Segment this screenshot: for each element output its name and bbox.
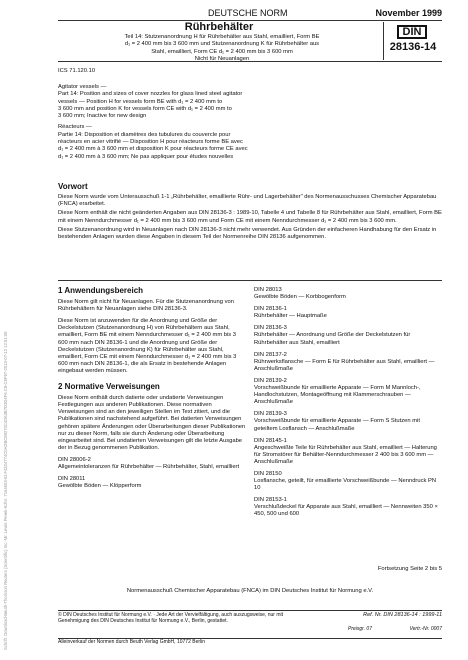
document-subtitle <box>64 34 380 64</box>
abstract-line: d₁ = 2 400 mm à 3 600 mm; Ne pas appliquer pour études nouvelles <box>58 153 234 160</box>
distribution-number: Vertr.-Nr. 0007 <box>409 626 442 632</box>
foreword <box>58 194 442 243</box>
norm-id: DIN 28153-1 <box>254 497 287 504</box>
norm-id: DIN 28136-3 <box>254 325 287 332</box>
continuation-note: Fortsetzung Seite 2 bis 5 <box>377 566 442 572</box>
norm-title: Rührwerksflansche — Form E für Rührbehälter aus Stahl, emailliert — Anschlußmaße <box>254 358 435 372</box>
committee-name: Normenausschuß Chemischer Apparatebau (FNCA) im DIN Deutsches Institut für Normung e.V. <box>126 588 374 594</box>
footer-divider <box>58 638 442 639</box>
top-header <box>58 8 442 21</box>
section-divider <box>58 280 442 281</box>
norm-reference <box>58 476 246 490</box>
norm-id: DIN 28139-2 <box>254 377 287 384</box>
section-2-intro: Diese Norm enthält durch datierte oder undatierte Verweisungen Festlegungen aus anderen Publikationen. Diese normativen Verweisungen sind an den jeweiligen Stellen im Text zitiert, und die Publikationen sind nachstehend aufgeführt. Bei datierten Verweisungen gehören spätere Änderungen oder Überarbeitungen dieser Publikationen nur zu dieser Norm, falls sie durch Änderung oder Überarbeitung eingearbeitet sind. Bei undatierten Verweisungen gilt die letzte Ausgabe der in Bezug genommenen Publikation. <box>58 395 246 451</box>
norm-id: DIN 28011 <box>58 476 86 483</box>
abstract-line: d₁ = 2 400 mm à 3 600 mm et disposition K pour réacteurs forme CE avec <box>58 146 248 153</box>
norm-reference <box>254 378 442 406</box>
foreword-paragraph: Diese Norm wurde vom Unterausschuß 1-1 „Rührbehälter, emaillierte Rühr- und Lagerbehälter" des Normenausschusses Chemischer Apparatebau (FNCA) erarbeitet. <box>58 194 437 208</box>
norm-title: Gewölbte Böden — Klöpperform <box>58 483 142 490</box>
norm-reference <box>254 411 442 432</box>
norm-title: Allgemeintoleranzen für Rührbehälter — Rührbehälter, Stahl, emailliert <box>58 463 240 470</box>
norm-reference <box>254 287 442 301</box>
norm-title: Rührbehälter — Anordnung und Größe der Deckelstutzen für Rührbehälter aus Stahl, emailliert <box>254 332 411 346</box>
norm-id: DIN 28013 <box>254 287 282 293</box>
norm-id: DIN 28145-1 <box>254 437 287 444</box>
norm-title: Rührbehälter — Hauptmaße <box>254 313 327 320</box>
footer-divider <box>58 610 442 611</box>
norm-title: Losflansche, geteilt, für emaillierte Vorschweißbunde — Nenndruck PN 10 <box>254 478 437 492</box>
norm-id: DIN 28150 <box>254 470 282 477</box>
left-column <box>58 287 246 495</box>
abstract-line: vessels — Position H for vessels form BE with d₁ = 2 400 mm to <box>58 98 223 105</box>
ics-code: ICS 71.120.10 <box>58 68 96 74</box>
norm-title: Vorschweißbunde für emaillierte Apparate — Form S Stutzen mit geteiltem Losflansch — Anschlußmaße <box>254 418 420 432</box>
abstract-line: 3 600 mm and position K for vessels form CE with d₁ = 2 400 mm to <box>58 105 232 112</box>
din-number-box <box>383 22 442 60</box>
norm-reference <box>254 306 442 320</box>
subtitle-line: Nicht für Neuanlagen <box>194 56 250 63</box>
norm-reference <box>254 352 442 373</box>
section-1-paragraph: Diese Norm ist anzuwenden für die Anordnung und Größe der Deckelstutzen (Stutzenanordnung H) von Rührbehältern aus Stahl, emailliert, Form BE mit einem Nenndurchmesser d₁ = 2 400 mm bis 3 600 mm nach DIN 28136-1 und die Anordnung und Größe der Deckelstutzen (Stutzenanordnung K) für Rührbehälter aus Stahl, emailliert, Form CE mit einem Nenndurchmesser d₁ = 2 400 mm bis 3 600 mm nach DIN 28136-1, die als Ersatz in bestehende Anlagen eingebaut werden müssen. <box>58 318 237 374</box>
norm-reference <box>254 438 442 466</box>
subtitle-line: Stahl, emailliert, Form CE d₁ = 2 400 mm bis 3 600 mm <box>151 48 293 55</box>
abstract-line: Agitator vessels — <box>58 84 107 90</box>
norm-id: DIN 28139-3 <box>254 411 287 418</box>
din-number: 28136-14 <box>389 41 437 53</box>
title-block <box>58 22 442 62</box>
section-1-paragraph: Diese Norm gilt nicht für Neuanlagen. Für die Stutzenanordnung von Rührbehältern für Neuanlagen siehe DIN 28136-3. <box>58 299 234 313</box>
copyright-notice: © DIN Deutsches Institut für Normung e.V. · Jede Art der Vervielfältigung, auch auszugsweise, nur mit Genehmigung des DIN Deutsches Institut für Normung e.V., Berlin, gestattet. <box>58 612 283 625</box>
section-1-heading: 1 Anwendungsbereich <box>58 286 144 295</box>
right-column <box>254 287 442 524</box>
reference-number: Ref. Nr. DIN 28136-14 : 1999-11 <box>363 612 442 618</box>
issue-date: November 1999 <box>375 8 442 18</box>
din-logo: DIN <box>397 25 427 39</box>
foreword-paragraph: Diese Stutzenanordnung wird in Neuanlagen nach DIN 28136-3 nicht mehr verwendet. Aus Gründen der einfacheren Handhabung für den Ersatz in bestehenden Anlagen wurden diese Angaben in diesem Teil der Normenreihe DIN 28136 aufgenommen. <box>58 226 437 241</box>
abstract-french <box>58 124 358 160</box>
abstract-english <box>58 84 358 120</box>
section-2-heading: 2 Normative Verweisungen <box>58 382 160 392</box>
abstract-line: réacteurs en acier vitrifié — Disposition H pour réacteurs forme BE avec <box>58 139 243 146</box>
subtitle-line: Teil 14: Stutzenanordnung H für Rührbehälter aus Stahl, emailliert, Form BE <box>124 34 320 40</box>
norm-id: DIN 28006-2 <box>58 456 91 463</box>
norm-id: DIN 28137-2 <box>254 351 287 358</box>
abstract-line: Partie 14: Disposition et diamètres des tubulures du couvercle pour <box>58 131 231 138</box>
standard-label: DEUTSCHE NORM <box>208 8 288 18</box>
norm-reference <box>254 497 442 518</box>
abstract-line: Part 14: Position and sizes of cover nozzles for glass lined steel agitator <box>58 91 243 98</box>
norm-title: Gewölbte Böden — Korbbogenform <box>254 294 346 301</box>
norm-id: DIN 28136-1 <box>254 306 287 313</box>
abstract-line: Réacteurs — <box>58 124 92 131</box>
abstract-line: 3 600 mm; Inactive for new design <box>58 113 147 120</box>
document-title: Rührbehälter <box>184 21 254 33</box>
abstract <box>58 84 358 165</box>
subtitle-line: d₁ = 2 400 mm bis 3 600 mm und Stutzenanordnung K für Rührbehälter aus <box>124 41 320 48</box>
norm-reference <box>254 325 442 346</box>
foreword-heading: Vorwort <box>58 182 88 191</box>
norm-reference <box>254 471 442 492</box>
side-watermark: Schrift: Download-Beuth-Thomson Reuters (Scientific) Inc.-Mr. Lewis Pevek-KdNr. 7164603-ID.F4324774C0ADBC89270C4D63B7D3D4F6.C9-C6F97-2013-07-12 12:51:09 <box>3 331 8 650</box>
norm-reference <box>58 457 246 471</box>
norm-title: Verschlußdeckel für Apparate aus Stahl, emailliert — Nennweiten 350 × 450, 500 und 600 <box>254 504 438 518</box>
foreword-paragraph: Diese Norm enthält die nicht geänderten Angaben aus DIN 28136-3 : 1989-10, Tabelle 4 und Tabelle 8 für Rührbehälter aus Stahl, emailliert, Form BE mit einem Nenndurchmesser d₁ = 2 400 mm bis 3 600 mm und Form CE mit einem Nenndurchmesser d₁ = 2 400 mm bis 3 600 mm. <box>58 210 442 224</box>
norm-title: Angeschweißte Teile für Rührbehälter aus Stahl, emailliert — Halterung für Stromstörer für Behälter-Nenndurchmesser 2 400 bis 3 600 mm — Anschlußmaße <box>254 444 437 465</box>
distributor-note: Alleinverkauf der Normen durch Beuth Verlag GmbH, 10772 Berlin <box>58 639 206 645</box>
price-group: Preisgr. 07 <box>348 626 372 632</box>
norm-title: Vorschweißbunde für emaillierte Apparate — Form M Mannloch-, Handlochstutzen, Montageöffnung mit Klammerschrauben — Anschlußmaße <box>254 385 421 406</box>
